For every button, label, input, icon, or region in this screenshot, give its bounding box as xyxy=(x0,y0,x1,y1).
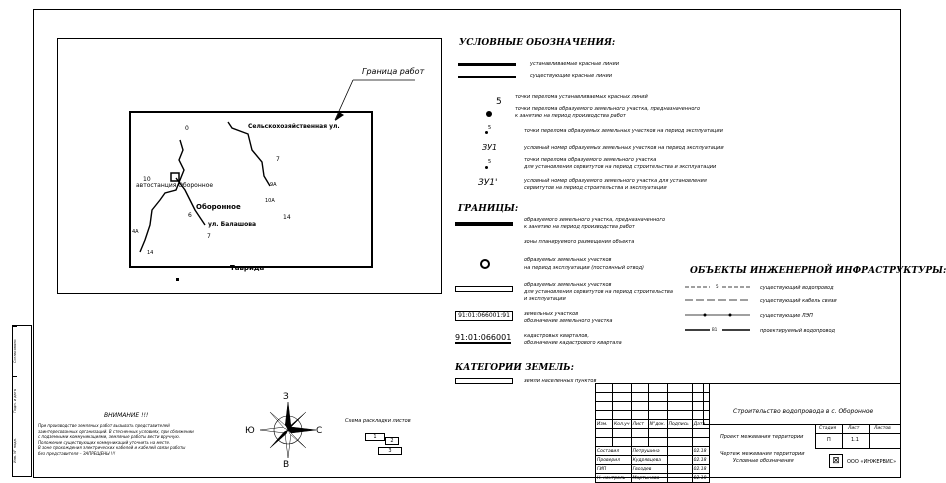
legend-item: к занятию на период производства работ xyxy=(515,113,626,119)
legend-item: зоны планируемого размещения объекта xyxy=(524,239,635,245)
compass-south: В xyxy=(283,460,290,470)
legend-item: точки перелома образуемого земельного участка xyxy=(524,157,657,163)
legend-item: сервитутов на период строительства и эксплуатации xyxy=(524,185,667,191)
col-header: Изм. xyxy=(596,420,613,429)
col-header: Подпись xyxy=(667,420,692,429)
sheet-header: Лист xyxy=(848,426,860,431)
stage-divider xyxy=(815,433,901,434)
legend-item: кадастровых кварталов, xyxy=(524,333,589,339)
map-label-street1: Сельскохозяйственная ул. xyxy=(248,123,340,130)
note-title: ВНИМАНИЕ !!! xyxy=(104,412,149,419)
map-num-0: 0 xyxy=(185,125,189,132)
legend-zu1-prime: ЗУ1' xyxy=(478,178,498,188)
sheets-scheme-title: Схема раскладки листов xyxy=(345,418,411,424)
map-label-village: Оборонное xyxy=(196,203,241,211)
map-label-tavrida: Таврида xyxy=(230,264,265,272)
sheet-box-3: 3 xyxy=(378,447,402,455)
sheet-box-2: 2 xyxy=(385,437,399,445)
role: ГИП xyxy=(596,465,632,474)
legend-item: обозначение кадастрового квартала xyxy=(524,340,622,346)
border-symbol-work xyxy=(455,222,513,226)
role-name: Петрушина xyxy=(631,447,667,456)
parcel-code-box: 91:01:066001:91 xyxy=(455,311,513,321)
stage-header: Стадия xyxy=(819,426,837,431)
title-block-table xyxy=(595,383,710,483)
legend-item: существующие ЛЭП xyxy=(760,313,813,319)
note-line: с подземными коммуникациями, земляные работы вести вручную. xyxy=(38,434,181,439)
role: Составил xyxy=(596,447,632,456)
stage-value: П xyxy=(827,437,831,443)
legend-item: точки перелома устанавливаемых красных линий xyxy=(515,94,648,100)
red-line-new-symbol xyxy=(458,63,516,66)
dot-symbol xyxy=(485,166,488,169)
legend-item: для установления сервитутов на период строительства и эксплуатации xyxy=(524,164,717,170)
role-date: 02.18 xyxy=(692,456,709,465)
category-symbol xyxy=(455,378,513,384)
map-num-10a: 10А xyxy=(265,198,275,204)
col-header: Кол.уч xyxy=(614,421,630,427)
map-label-busstation: автостанция Оборонное xyxy=(136,182,214,189)
role: Проверил xyxy=(596,456,632,465)
strip-sign-date: Подп. и дата xyxy=(13,376,17,426)
legend-item: земельных участков xyxy=(524,311,579,317)
legend-item: существующие красные линии xyxy=(530,73,612,79)
role-date: 02.18 xyxy=(692,447,709,456)
legend-item: образуемого земельного участка, предназначенного xyxy=(524,217,666,223)
map-num-14a: 14 xyxy=(283,214,291,221)
role-name: Гвоздев xyxy=(631,465,667,474)
legend-item: точки перелома образуемого земельного участка, предназначенного xyxy=(515,106,701,112)
legend-item: проектируемый водопровод xyxy=(760,328,836,334)
servitude-symbol xyxy=(455,286,513,292)
note-line: без представителя – ЗАПРЕЩЕНЫ !!! xyxy=(38,450,116,456)
compass-west: Ю xyxy=(245,426,255,436)
legend-marker: 5 xyxy=(496,97,502,107)
infra-mark: 5 xyxy=(716,284,719,289)
map-num-10: 10 xyxy=(143,176,151,183)
legend-zu1: ЗУ1 xyxy=(482,143,498,152)
quarter-code: 91:01:066001 xyxy=(455,333,512,342)
map-num-7b: 7 xyxy=(207,233,211,240)
company-name: ООО «ИНЖЕРВИС» xyxy=(847,459,897,465)
legend-item: образуемых земельных участков xyxy=(524,282,612,288)
sheet-value: 1.1 xyxy=(851,437,859,443)
note-line: заинтересованных организаций. В стесненных условиях, при сближении xyxy=(38,428,194,434)
stage-divider xyxy=(842,425,843,449)
boundary-label: Граница работ xyxy=(362,67,425,76)
note-line: В зоне прохождения электрических кабелей и кабелей связи работы xyxy=(38,445,186,450)
note-line: При производстве земляных работ вызывать представителей xyxy=(38,423,170,428)
legend-item: земли населенных пунктов xyxy=(524,378,597,384)
role-date: 02.18 xyxy=(692,465,709,474)
company-logo-icon: ⊠ xyxy=(829,454,843,468)
drawing-name: Чертеж межевания территории xyxy=(720,451,805,457)
project-subtitle: Проект межевания территории xyxy=(720,434,804,440)
drawing-name-2: Условные обозначения xyxy=(733,458,794,464)
map-num-4a: 4А xyxy=(132,229,139,235)
legend-marker: 5 xyxy=(488,159,492,165)
col-header: N°док. xyxy=(649,421,666,427)
project-cell xyxy=(703,383,901,425)
infra-symbols xyxy=(680,280,760,340)
infra-mark: В1 xyxy=(712,327,718,332)
strip-inv: Инв. N° подл. xyxy=(13,438,17,464)
col-header: Дата xyxy=(692,420,709,429)
legend-item: существующий кабель связи xyxy=(760,298,837,304)
map-num-9a: 9А xyxy=(270,182,277,188)
legend-item: для установления сервитутов на период строительства xyxy=(524,289,673,295)
dot-symbol xyxy=(485,131,488,134)
legend-title: УСЛОВНЫЕ ОБОЗНАЧЕНИЯ: xyxy=(459,38,616,48)
role: Н. контроль xyxy=(596,474,632,483)
legend-item: устанавливаемые красные линии xyxy=(530,61,619,67)
legend-item: условный номер образуемых земельных участков на период эксплуатации xyxy=(524,145,724,151)
infra-title: ОБЪЕКТЫ ИНЖЕНЕРНОЙ ИНФРАСТРУКТУРЫ: xyxy=(690,266,946,276)
borders-title: ГРАНИЦЫ: xyxy=(458,204,519,214)
map-num-7a: 7 xyxy=(276,156,280,163)
sheet-box-1: 1 xyxy=(365,433,385,441)
red-line-existing-symbol xyxy=(458,76,516,78)
note-body xyxy=(38,423,194,456)
circle-symbol xyxy=(480,259,490,269)
map-label-street2: ул. Балашова xyxy=(208,221,257,228)
legend-item: точки перелома образуемых земельных участков на период эксплуатации xyxy=(524,128,723,134)
note-line: Положение существующих коммуникаций уточнить на месте. xyxy=(38,439,171,445)
legend-item: существующий водопровод xyxy=(760,285,834,291)
legend-marker: 5 xyxy=(488,125,492,131)
role-date: 02.18 xyxy=(692,474,709,483)
legend-item: и эксплуатации xyxy=(524,296,566,302)
legend-item: образуемых земельных участков xyxy=(524,257,612,263)
map-num-14b: 14 xyxy=(147,250,154,256)
role-name: Мартынова xyxy=(631,474,667,483)
role-name: Кудрявцева xyxy=(631,456,667,465)
legend-item: условный номер образуемого земельного участка для установления xyxy=(524,178,707,184)
legend-item: обозначение земельного участка xyxy=(524,318,613,324)
compass-east: С xyxy=(316,426,323,436)
sheets-header: Листов xyxy=(874,426,891,431)
dot-symbol xyxy=(486,111,492,117)
compass-rose-icon xyxy=(258,400,318,460)
legend-item: на период эксплуатации (постоянный отвод) xyxy=(524,265,644,271)
map-num-6: 6 xyxy=(188,212,192,219)
col-header: Лист xyxy=(631,420,648,429)
project-title: Строительство водопровода в с. Оборонное xyxy=(733,408,874,415)
stage-divider xyxy=(869,425,870,449)
strip-agreed: Согласовано xyxy=(13,326,17,376)
legend-item: к занятию на период производства работ xyxy=(524,224,635,230)
compass-north: З xyxy=(283,392,289,402)
categories-title: КАТЕГОРИИ ЗЕМЕЛЬ: xyxy=(455,363,574,373)
